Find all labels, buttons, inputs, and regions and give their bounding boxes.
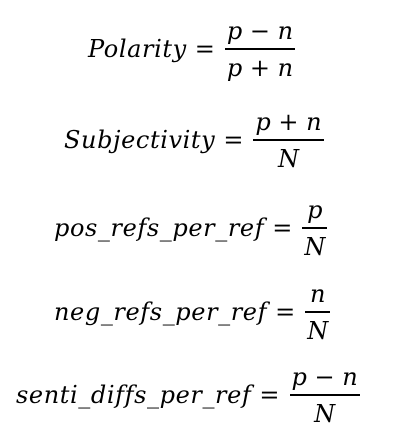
fraction — [305, 279, 330, 346]
numerator: p + n — [255, 108, 322, 136]
equation-lhs: Subjectivity — [64, 126, 216, 155]
equation-lhs: pos_refs_per_ref — [54, 214, 265, 243]
fraction-bar — [253, 139, 323, 141]
denominator: N — [307, 316, 329, 345]
equation-senti-diffs-per-ref — [16, 362, 360, 429]
equation-lhs: neg_refs_per_ref — [54, 298, 268, 327]
equals-sign: = — [275, 298, 296, 327]
fraction-bar — [302, 227, 327, 229]
numerator: p − n — [291, 363, 358, 391]
denominator: N — [314, 399, 336, 428]
equation-neg-refs-per-ref — [54, 279, 330, 346]
equals-sign: = — [272, 214, 293, 243]
fraction — [225, 16, 295, 83]
equals-sign: = — [259, 381, 280, 410]
equation-polarity — [88, 16, 295, 83]
equals-sign: = — [194, 35, 215, 64]
denominator: N — [304, 232, 326, 261]
fraction — [253, 107, 323, 174]
fraction-bar — [290, 394, 360, 396]
numerator: n — [309, 280, 326, 308]
fraction-bar — [225, 48, 295, 50]
numerator: p − n — [226, 17, 294, 45]
equals-sign: = — [223, 126, 244, 155]
equation-lhs: senti_diffs_per_ref — [16, 381, 252, 410]
equation-lhs: Polarity — [88, 35, 187, 64]
fraction — [290, 362, 360, 429]
denominator: p + n — [226, 53, 294, 82]
equation-subjectivity — [64, 107, 324, 174]
equation-pos-refs-per-ref — [54, 195, 327, 262]
fraction-bar — [305, 311, 330, 313]
fraction — [302, 195, 327, 262]
denominator: N — [278, 144, 300, 173]
numerator: p — [307, 196, 323, 224]
